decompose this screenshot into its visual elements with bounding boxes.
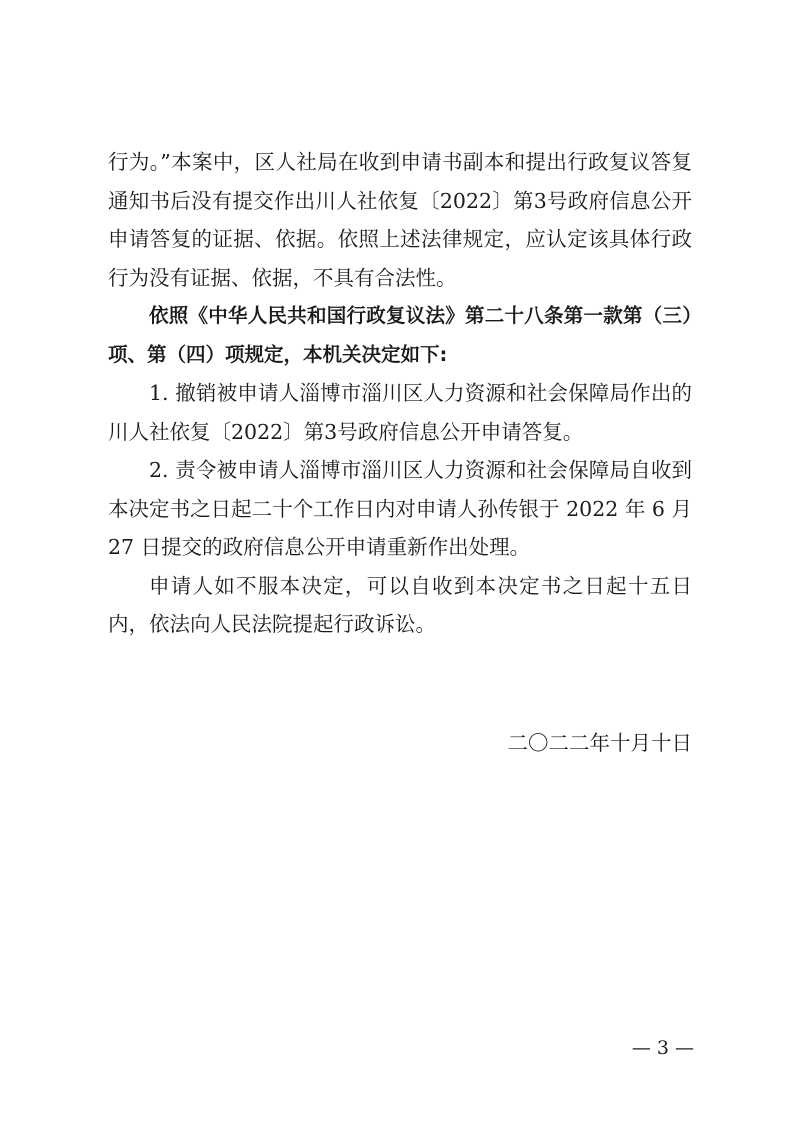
paragraph-continuation: 行为。”本案中，区人社局在收到申请书副本和提出行政复议答复通知书后没有提交作出川人社依复〔2022〕第3号政府信息公开申请答复的证据、依据。依照上述法律规定，应认定该具体行政行为没有证据、依据，不具有合法性。 — [108, 150, 692, 290]
document-body — [108, 143, 692, 644]
paragraph-appeal-notice: 申请人如不服本决定，可以自收到本决定书之日起十五日内，依法向人民法院提起行政诉讼。 — [108, 573, 692, 636]
page-number: — 3 — — [631, 1037, 694, 1059]
paragraph-decision-basis: 依照《中华人民共和国行政复议法》第二十八条第一款第（三）项、第（四）项规定，本机关决定如下: — [108, 304, 692, 366]
paragraph-decision-item-2: 2. 责令被申请人淄博市淄川区人力资源和社会保障局自收到本决定书之日起二十个工作日内对申请人孙传银于 2022 年 6 月 27 日提交的政府信息公开申请重新作出处理。 — [108, 458, 692, 559]
document-date: 二〇二二年十月十日 — [507, 731, 692, 755]
paragraph-decision-item-1: 1. 撤销被申请人淄博市淄川区人力资源和社会保障局作出的川人社依复〔2022〕第3号政府信息公开申请答复。 — [108, 381, 692, 444]
